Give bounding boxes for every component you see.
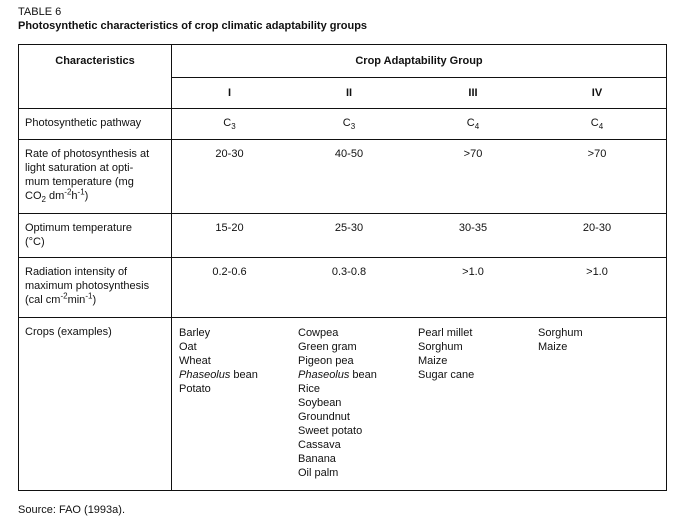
list-item: Sweet potato — [298, 425, 363, 437]
radiation-value-iv: >1.0 — [586, 266, 608, 278]
list-item: Potato — [179, 383, 211, 395]
rate-value-iii: >70 — [463, 148, 483, 160]
temperature-value-iii: 30-35 — [458, 222, 488, 234]
temperature-value-i: 15-20 — [215, 222, 244, 234]
list-item: Phaseolus bean — [298, 369, 377, 381]
list-item: Wheat — [179, 355, 211, 367]
group-header-iv: IV — [591, 87, 603, 99]
crop-adaptability-table — [18, 44, 667, 491]
list-item: Sugar cane — [418, 369, 475, 381]
table-row-radiation — [19, 258, 667, 318]
crops-list-i — [179, 326, 298, 480]
crops-list-iv — [538, 326, 638, 480]
table-row-pathway — [19, 109, 667, 140]
table-title: Photosynthetic characteristics of crop climatic adaptability groups — [18, 20, 368, 32]
row-label-pathway: Photosynthetic pathway — [19, 109, 172, 140]
list-item: Pigeon pea — [298, 355, 354, 367]
rate-value-ii: 40-50 — [334, 148, 364, 160]
list-item: Groundnut — [298, 411, 350, 423]
list-item: Sorghum — [418, 341, 463, 353]
list-item: Cowpea — [298, 327, 339, 339]
list-item: Oat — [179, 341, 197, 353]
rate-value-iv: >70 — [587, 148, 607, 160]
pathway-value-i: $C_3$ — [223, 117, 236, 132]
list-item: Oil palm — [298, 467, 339, 479]
rate-value-i: 20-30 — [215, 148, 244, 160]
row-label-temperature: Optimum temperature (°C) — [19, 214, 172, 258]
list-item: Green gram — [298, 341, 357, 353]
row-label-crops: Crops (examples) — [19, 318, 172, 491]
group-header-ii: II — [345, 87, 353, 99]
radiation-value-iii: >1.0 — [462, 266, 484, 278]
list-item: Banana — [298, 453, 336, 465]
list-item: Maize — [418, 355, 448, 367]
table-row-crops — [19, 318, 667, 491]
pathway-value-iv: $C_4$ — [590, 117, 604, 132]
header-crop-adaptability-group: Crop Adaptability Group — [172, 45, 667, 78]
list-item: Sorghum — [538, 327, 583, 339]
source-note: Source: FAO (1993a). — [18, 504, 125, 516]
table-row-rate — [19, 140, 667, 214]
radiation-value-i: 0.2-0.6 — [212, 266, 247, 278]
list-item: Rice — [298, 383, 321, 395]
list-item: Maize — [538, 341, 568, 353]
list-item: Pearl millet — [418, 327, 473, 339]
pathway-value-iii: $C_4$ — [466, 117, 480, 132]
temperature-value-iv: 20-30 — [582, 222, 612, 234]
row-label-rate: Rate of photosynthesis at light saturation at opti- mum temperature (mg $CO_2$ $dm^{-2}h^{-1}$) — [19, 140, 172, 214]
list-item: Phaseolus bean — [179, 369, 258, 381]
row-label-radiation: Radiation intensity of maximum photosynthesis (cal $cm^{-2}\min^{-1}$) — [19, 258, 172, 318]
list-item: Soybean — [298, 397, 342, 409]
temperature-value-ii: 25-30 — [334, 222, 364, 234]
crops-list-iii — [418, 326, 538, 480]
crops-list-ii — [298, 326, 418, 480]
list-item: Barley — [179, 327, 211, 339]
pathway-value-ii: $C_3$ — [342, 117, 356, 132]
group-header-iii: III — [468, 87, 478, 99]
header-characteristics: Characteristics — [19, 45, 172, 109]
list-item: Cassava — [298, 439, 341, 451]
table-row-temperature — [19, 214, 667, 258]
group-header-i: I — [227, 87, 232, 99]
radiation-value-ii: 0.3-0.8 — [331, 266, 367, 278]
table-label: TABLE 6 — [18, 6, 62, 18]
